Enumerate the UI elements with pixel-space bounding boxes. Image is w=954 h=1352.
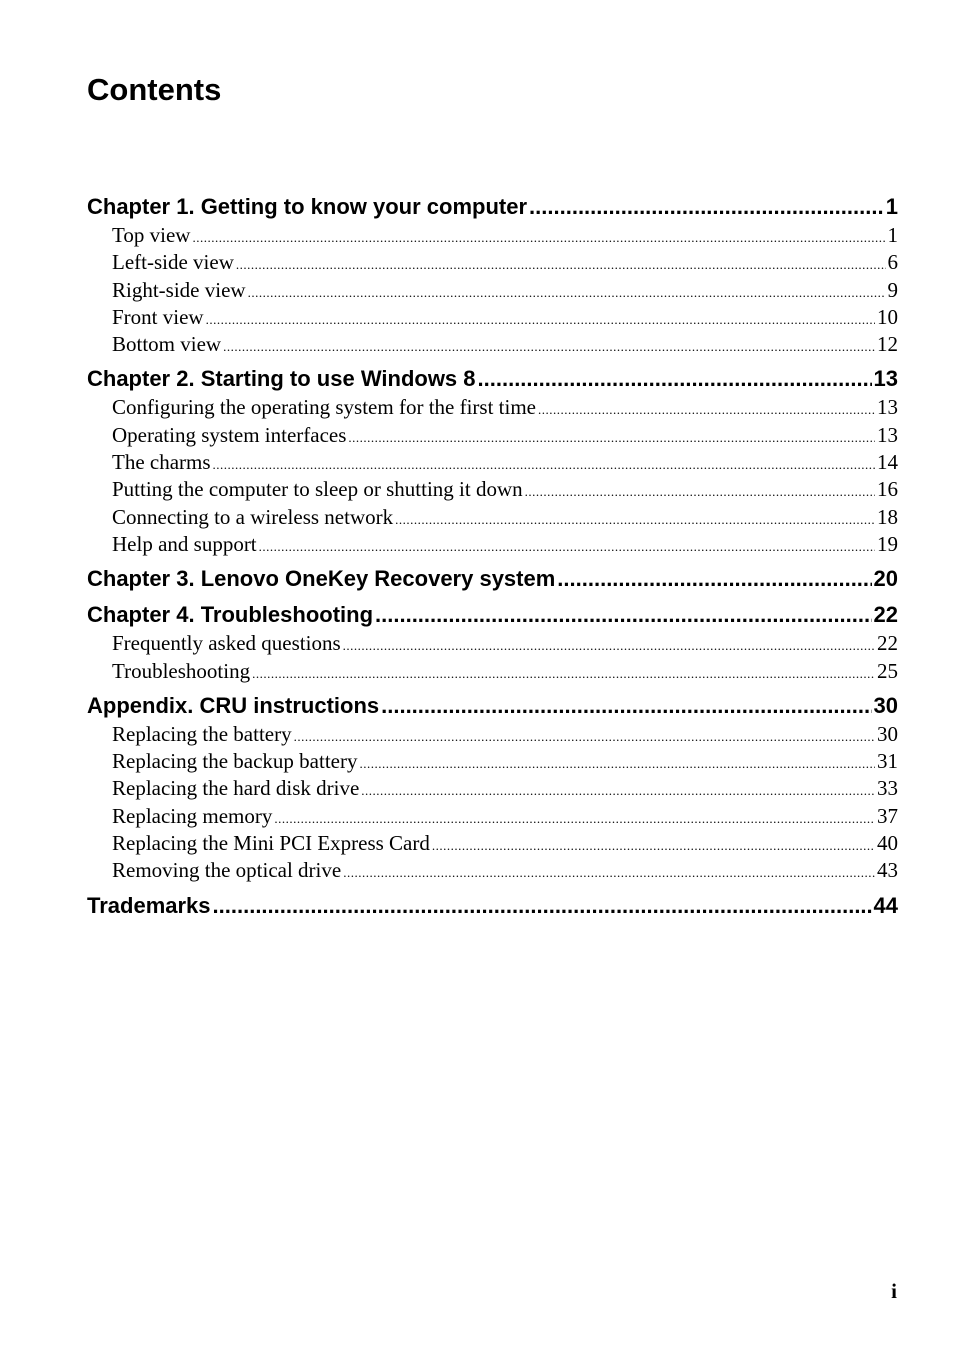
toc-section-entry[interactable] — [87, 504, 898, 531]
toc-section-title: The charms — [112, 450, 211, 475]
dot-leader — [206, 304, 875, 331]
toc-page-number: 13 — [877, 395, 898, 420]
dot-leader — [259, 531, 875, 558]
toc-page-number: 14 — [877, 450, 898, 475]
toc-page-number: 30 — [873, 692, 898, 718]
toc-section-title: Operating system interfaces — [112, 422, 347, 447]
footer-page-number: i — [891, 1279, 897, 1303]
toc-section-title: Connecting to a wireless network — [112, 504, 394, 529]
toc-chapter-entry[interactable] — [87, 890, 898, 921]
dot-leader — [248, 277, 886, 304]
dot-leader — [381, 690, 871, 721]
toc-section-title: Putting the computer to sleep or shutting it down — [112, 477, 523, 502]
dot-leader — [274, 803, 875, 830]
toc-section-title: Removing the optical drive — [112, 858, 342, 883]
toc-chapter-title: Chapter 3. Lenovo OneKey Recovery system — [87, 566, 556, 592]
toc-chapter-entry[interactable] — [87, 690, 898, 721]
dot-leader — [252, 658, 875, 685]
toc-section-entry[interactable] — [87, 531, 898, 558]
page-title: Contents — [87, 72, 222, 107]
toc-page-number: 25 — [877, 658, 898, 683]
toc-section-entry[interactable] — [87, 775, 898, 802]
toc-section-entry[interactable] — [87, 857, 898, 884]
dot-leader — [557, 563, 871, 594]
toc-page-number: 9 — [887, 277, 898, 302]
toc-section-entry[interactable] — [87, 476, 898, 503]
dot-leader — [360, 748, 876, 775]
toc-section-title: Replacing the backup battery — [112, 749, 358, 774]
toc-section-entry[interactable] — [87, 277, 898, 304]
toc-page-number: 18 — [877, 504, 898, 529]
dot-leader — [375, 599, 872, 630]
toc-page-number: 31 — [877, 749, 898, 774]
toc-section-entry[interactable] — [87, 658, 898, 685]
dot-leader — [432, 830, 875, 857]
toc-chapter-entry[interactable] — [87, 363, 898, 394]
toc-section-title: Right-side view — [112, 277, 246, 302]
toc-page-number: 44 — [873, 892, 898, 918]
toc-section-entry[interactable] — [87, 422, 898, 449]
dot-leader — [525, 476, 875, 503]
toc-section-title: Replacing the hard disk drive — [112, 776, 360, 801]
toc-section-title: Replacing the battery — [112, 721, 292, 746]
toc-page-number: 22 — [873, 602, 898, 628]
toc-page-number: 20 — [873, 566, 898, 592]
toc-page-number: 16 — [877, 477, 898, 502]
dot-leader — [538, 394, 875, 421]
dot-leader — [213, 890, 872, 921]
dot-leader — [361, 775, 875, 802]
toc-section-title: Top view — [112, 223, 191, 247]
dot-leader — [478, 363, 872, 394]
toc-page-number: 1 — [887, 223, 898, 247]
toc-page-number: 37 — [877, 803, 898, 828]
toc-page-number: 6 — [887, 250, 898, 275]
dot-leader — [192, 222, 885, 249]
toc-section-title: Left-side view — [112, 250, 234, 275]
toc-page-number: 30 — [877, 721, 898, 746]
toc-section-entry[interactable] — [87, 394, 898, 421]
toc-page-number: 10 — [877, 304, 898, 329]
toc-chapter-title: Appendix. CRU instructions — [87, 692, 380, 718]
toc-chapter-entry[interactable] — [87, 563, 898, 594]
dot-leader — [529, 191, 884, 222]
toc-section-entry[interactable] — [87, 830, 898, 857]
toc-section-title: Troubleshooting — [112, 658, 251, 683]
toc-chapter-entry[interactable] — [87, 191, 898, 222]
toc-section-title: Frequently asked questions — [112, 631, 341, 656]
toc-page-number: 1 — [885, 194, 898, 219]
toc-section-title: Replacing memory — [112, 803, 273, 828]
toc-section-entry[interactable] — [87, 304, 898, 331]
toc-chapter-title: Chapter 4. Troubleshooting — [87, 602, 374, 628]
dot-leader — [343, 857, 875, 884]
toc-page-number: 19 — [877, 531, 898, 556]
toc-page-number: 12 — [877, 332, 898, 357]
toc-section-title: Help and support — [112, 531, 257, 556]
dot-leader — [213, 449, 875, 476]
toc-section-title: Front view — [112, 304, 204, 329]
toc-page-number: 33 — [877, 776, 898, 801]
toc-section-entry[interactable] — [87, 630, 898, 657]
toc-section-entry[interactable] — [87, 449, 898, 476]
table-of-contents — [87, 191, 898, 921]
dot-leader — [294, 721, 875, 748]
dot-leader — [223, 331, 875, 358]
toc-chapter-title: Chapter 1. Getting to know your computer — [87, 194, 528, 219]
toc-section-entry[interactable] — [87, 249, 898, 276]
dot-leader — [395, 504, 875, 531]
toc-page-number: 22 — [877, 631, 898, 656]
dot-leader — [348, 422, 875, 449]
toc-chapter-entry[interactable] — [87, 599, 898, 630]
toc-chapter-title: Chapter 2. Starting to use Windows 8 — [87, 366, 476, 392]
toc-section-entry[interactable] — [87, 331, 898, 358]
toc-section-entry[interactable] — [87, 721, 898, 748]
toc-section-title: Bottom view — [112, 332, 222, 357]
toc-chapter-title: Trademarks — [87, 892, 211, 918]
toc-page-number: 13 — [877, 422, 898, 447]
toc-section-title: Configuring the operating system for the first time — [112, 395, 536, 420]
toc-section-entry[interactable] — [87, 748, 898, 775]
toc-page-number: 13 — [873, 366, 898, 392]
toc-page-number: 43 — [877, 858, 898, 883]
dot-leader — [343, 630, 875, 657]
dot-leader — [236, 249, 886, 276]
toc-section-entry[interactable] — [87, 222, 898, 249]
toc-section-title: Replacing the Mini PCI Express Card — [112, 831, 430, 856]
toc-page-number: 40 — [877, 831, 898, 856]
toc-section-entry[interactable] — [87, 803, 898, 830]
